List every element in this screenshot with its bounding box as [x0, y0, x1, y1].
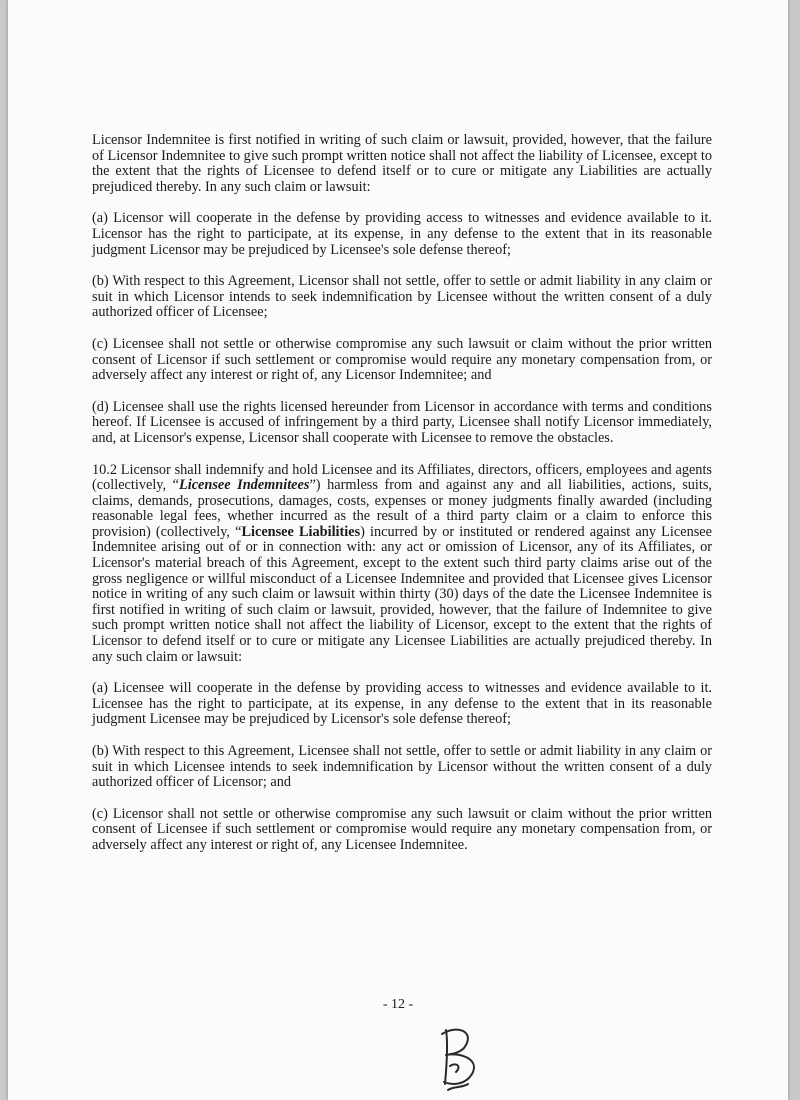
text-run: (b) With respect to this Agreement, Licensor shall not settle, offer to settle or admit liability in any claim or suit in which Licensor intends to seek indemnification by Licensee without the written consent of a duly authorized officer of Licensee; [92, 273, 712, 321]
text-run: (a) Licensor will cooperate in the defense by providing access to witnesses and evidence available to it. Licensor has the right to participate, at its expense, in any defense to the extent that in its reasonable judgment Licensor may be prejudiced by Licensee's sole defense thereof; [92, 210, 712, 258]
document-body [92, 133, 712, 854]
text-run: (c) Licensee shall not settle or otherwise compromise any such lawsuit or claim without the prior written consent of Licensor if such settlement or compromise would require any monetary compensation from, or adversely affect any interest or right of, any Licensor Indemnitee; and [92, 335, 712, 384]
paragraph [92, 681, 712, 728]
text-run: (a) Licensee will cooperate in the defense by providing access to witnesses and evidence available to it. Licensee has the right to participate, at its expense, in any defense to the extent that in its reasonable judgment Licensee may be prejudiced by Licensor's sole defense thereof; [92, 680, 712, 728]
document-page [8, 0, 788, 1100]
paragraph [92, 744, 712, 791]
paragraph [92, 400, 712, 447]
paragraph [92, 337, 712, 384]
text-run: 10.2 Licensor shall indemnify and hold Licensee and its Affiliates, directors, officers, employees and agents (collectively, “ [92, 461, 712, 494]
defined-term: Licensee Indemnitees [179, 477, 310, 494]
text-run: ”) harmless from and against any and all liabilities, actions, suits, claims, demands, prosecutions, damages, costs, expenses or money judgments finally awarded (including reasonable legal fees, whether incurred as the result of a third party claim or a claim to enforce this provision) (collectively, “ [92, 477, 712, 540]
paragraph [92, 463, 712, 666]
paragraph [92, 133, 712, 195]
paragraph [92, 211, 712, 258]
text-run: (d) Licensee shall use the rights licensed hereunder from Licensor in accordance with terms and conditions hereof. If Licensee is accused of infringement by a third party, Licensee shall notify Licensor immediately, and, at Licensor's expense, Licensor shall cooperate with Licensee to remove the obstacles. [92, 398, 712, 446]
text-run: ) incurred by or instituted or rendered against any Licensee Indemnitee arising out of or in connection with: any act or omission of Licensor, any of its Affiliates, or Licensor's material breach of this Agreement, except to the extent such third party claims arise out of the gross negligence or willful misconduct of a Licensee Indemnitee and provided that Licensee gives Licensor notice in writing of any such claim or lawsuit within thirty (30) days of the date the Licensee Indemnitee is first notified in writing of such claim or lawsuit, provided, however, that the failure of Indemnitee to give such prompt written notice shall not affect the liability of Licensor, except to the extent that the rights of Licensor to defend itself or to cure or mitigate any Licensee Liabilities are actually prejudiced thereby. In any such claim or lawsuit: [92, 523, 712, 665]
paragraph [92, 807, 712, 854]
text-run: (b) With respect to this Agreement, Licensee shall not settle, offer to settle or admit liability in any claim or suit in which Licensee intends to seek indemnification by Licensor without the written consent of a duly authorized officer of Licensor; and [92, 743, 712, 791]
defined-term: Licensee Liabilities [241, 523, 361, 540]
page-number: - 12 - [382, 997, 414, 1012]
text-run: Licensor Indemnitee is first notified in writing of such claim or lawsuit, provided, however, that the failure of Licensor Indemnitee to give such prompt written notice shall not affect the liability of Licensee, except to the extent that the rights of Licensee to defend itself or to cure or mitigate any Liabilities are actually prejudiced thereby. In any such claim or lawsuit: [92, 132, 712, 195]
text-run: (c) Licensor shall not settle or otherwise compromise any such lawsuit or claim without the prior written consent of Licensee if such settlement or compromise would require any monetary compensation from, or adversely affect any interest or right of, any Licensee Indemnitee. [92, 805, 712, 853]
paragraph [92, 274, 712, 321]
handwritten-initials-signature [428, 1022, 488, 1092]
